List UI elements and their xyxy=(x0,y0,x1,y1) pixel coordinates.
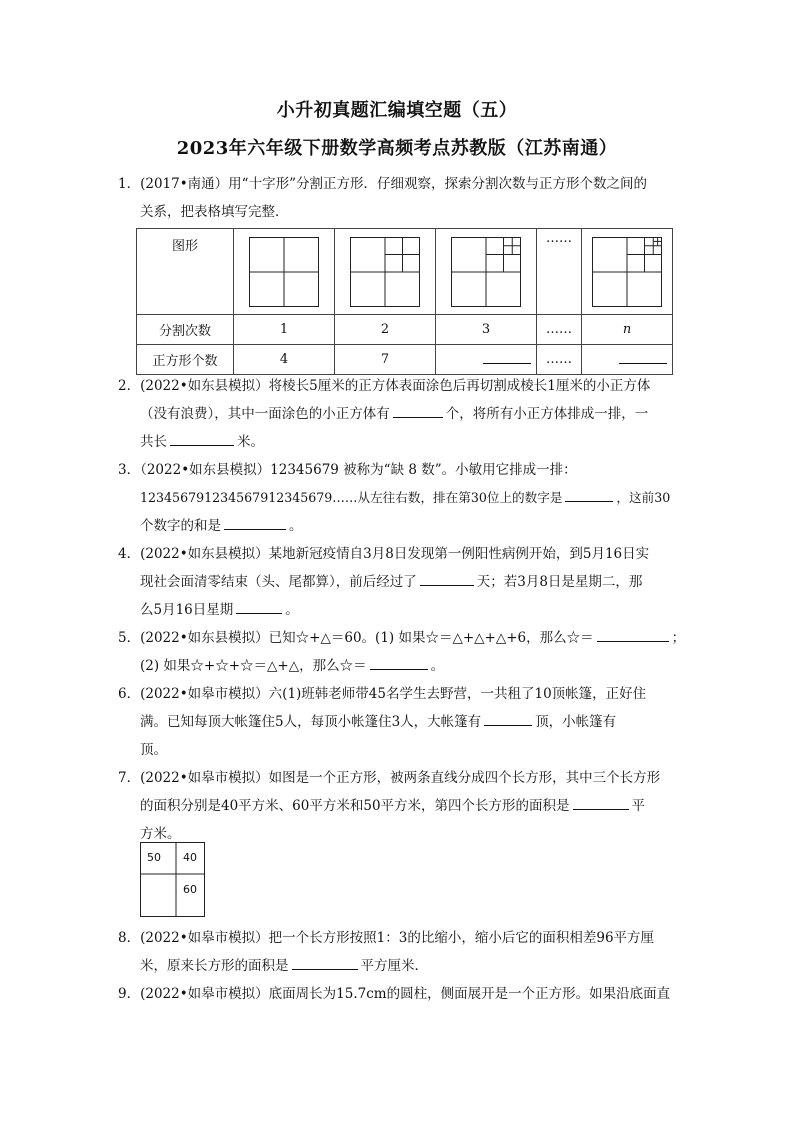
square-figure-3 xyxy=(451,237,521,307)
row-label: 分割次数 xyxy=(137,315,234,345)
question-text: 个数字的和是 xyxy=(140,518,221,534)
figure-cell-n xyxy=(582,229,673,315)
answer-blank[interactable] xyxy=(483,349,531,364)
question-number: 3． xyxy=(118,462,141,478)
question-8 xyxy=(118,924,678,980)
question-text: 。 xyxy=(285,602,299,618)
question-text: （2022•如东县模拟）12345679 被称为“缺 8 数”。小敏用它排成一排： xyxy=(140,462,577,478)
page-title: 小升初真题汇编填空题（五） xyxy=(276,100,518,121)
question-number: 8． xyxy=(118,930,141,946)
question-text: 个，将所有小正方体排成一排，一 xyxy=(445,406,649,422)
question-text: 现社会面清零结束（头、尾都算），前后经过了 xyxy=(140,574,417,590)
area-label-top-right: 40 xyxy=(183,851,197,864)
answer-cell xyxy=(582,345,673,375)
answer-blank[interactable] xyxy=(170,431,234,446)
table-row xyxy=(137,229,673,315)
question-5 xyxy=(118,624,686,680)
question-text: 。 xyxy=(289,518,303,534)
cut-count: 1 xyxy=(234,315,335,345)
answer-blank[interactable] xyxy=(224,515,286,530)
answer-blank[interactable] xyxy=(393,403,443,418)
row-label: 图形 xyxy=(137,229,234,315)
question-text: 123456791234567912345679……从左往右数，排在第30位上的数字是 xyxy=(140,490,563,505)
cut-count: n xyxy=(582,315,673,345)
question-1 xyxy=(118,170,678,226)
divided-square-figure xyxy=(140,842,206,922)
question-6 xyxy=(118,680,678,764)
question-number: 7． xyxy=(118,770,141,786)
question-text: (2022•如东县模拟）已知☆+△＝60。(1) 如果☆＝△+△+△+6，那么☆＝ xyxy=(140,630,594,646)
square-count: 4 xyxy=(234,345,335,375)
pattern-table xyxy=(136,228,673,375)
table-row xyxy=(137,315,673,345)
question-number: 2． xyxy=(118,378,141,394)
answer-blank[interactable] xyxy=(292,955,358,970)
answer-blank[interactable] xyxy=(484,711,532,726)
question-text: (2022•如东县模拟）将棱长5厘米的正方体表面涂色后再切割成棱长1厘米的小正方体 xyxy=(140,378,651,394)
question-text: 么5月16日星期 xyxy=(140,602,234,618)
area-label-top-left: 50 xyxy=(147,851,161,864)
question-text: (2022•如皋市模拟）把一个长方形按照1：3的比缩小，缩小后它的面积相差96平方厘 xyxy=(140,930,655,946)
question-text: (2022•如皋市模拟）六(1)班韩老师带45名学生去野营，一共租了10顶帐篷，正好住 xyxy=(140,686,647,702)
figure-cell-1 xyxy=(234,229,335,315)
question-number: 5． xyxy=(118,630,141,646)
answer-blank[interactable] xyxy=(573,795,629,810)
cut-count: …… xyxy=(537,315,582,345)
cut-count: 2 xyxy=(335,315,436,345)
cut-count: 3 xyxy=(436,315,537,345)
question-text: 满。已知每顶大帐篷住5人，每顶小帐篷住3人，大帐篷有 xyxy=(140,714,482,730)
question-text: (2022•如皋市模拟）如图是一个正方形，被两条直线分成四个长方形，其中三个长方形 xyxy=(140,770,661,786)
ellipsis-cell: …… xyxy=(537,229,582,315)
question-3 xyxy=(118,456,678,540)
question-text: 顶，小帐篷有 xyxy=(535,714,617,730)
question-text: 。 xyxy=(430,658,445,674)
question-text: 关系，把表格填写完整． xyxy=(140,204,289,220)
question-7 xyxy=(118,764,678,848)
question-text: 的面积分别是40平方米、60平方米和50平方米，第四个长方形的面积是 xyxy=(140,798,570,814)
question-text: (2017•南通）用“十字形”分割正方形．仔细观察，探索分割次数与正方形个数之间的 xyxy=(140,176,647,192)
square-figure-n xyxy=(592,237,662,307)
question-text: 顶。 xyxy=(140,742,167,758)
question-text: ，这前30 xyxy=(616,490,671,505)
question-text: 米，原来长方形的面积是 xyxy=(140,958,289,974)
question-text: 平 xyxy=(631,798,646,814)
question-text: 米。 xyxy=(237,434,264,450)
question-text: 天；若3月8日是星期二，那 xyxy=(476,574,643,590)
answer-cell xyxy=(436,345,537,375)
answer-blank[interactable] xyxy=(597,627,669,642)
question-text: ； xyxy=(671,630,686,646)
square-count: …… xyxy=(537,345,582,375)
question-text: (2022•如皋市模拟）底面周长为15.7cm的圆柱，侧面展开是一个正方形。如果沿底面直 xyxy=(140,986,671,1002)
square-count: 7 xyxy=(335,345,436,375)
row-label: 正方形个数 xyxy=(137,345,234,375)
question-9 xyxy=(118,980,678,1008)
figure-cell-3 xyxy=(436,229,537,315)
question-4 xyxy=(118,540,678,624)
answer-blank[interactable] xyxy=(619,349,667,364)
question-text: （没有浪费），其中一面涂色的小正方体有 xyxy=(140,406,390,422)
square-figure-2 xyxy=(350,237,420,307)
question-number: 9． xyxy=(118,986,141,1002)
question-number: 1． xyxy=(118,176,141,192)
question-2 xyxy=(118,372,678,456)
question-text: 平方厘米． xyxy=(360,958,428,974)
answer-blank[interactable] xyxy=(236,599,282,614)
answer-blank[interactable] xyxy=(370,655,428,670)
question-text: (2022•如东县模拟）某地新冠疫情自3月8日发现第一例阳性病例开始，到5月16日实 xyxy=(140,546,650,562)
question-number: 6． xyxy=(118,686,141,702)
question-number: 4． xyxy=(118,546,141,562)
question-text: 方米。 xyxy=(140,826,181,842)
question-text: (2) 如果☆+☆+☆＝△+△，那么☆＝ xyxy=(140,658,367,674)
square-figure-1 xyxy=(249,237,319,307)
table-row xyxy=(137,345,673,375)
answer-blank[interactable] xyxy=(420,571,474,586)
page-subtitle: 2023年六年级下册数学高频考点苏教版（江苏南通） xyxy=(176,138,618,159)
question-text: 共长 xyxy=(140,434,167,450)
area-label-bottom-right: 60 xyxy=(183,883,197,896)
answer-blank[interactable] xyxy=(565,487,613,502)
figure-cell-2 xyxy=(335,229,436,315)
